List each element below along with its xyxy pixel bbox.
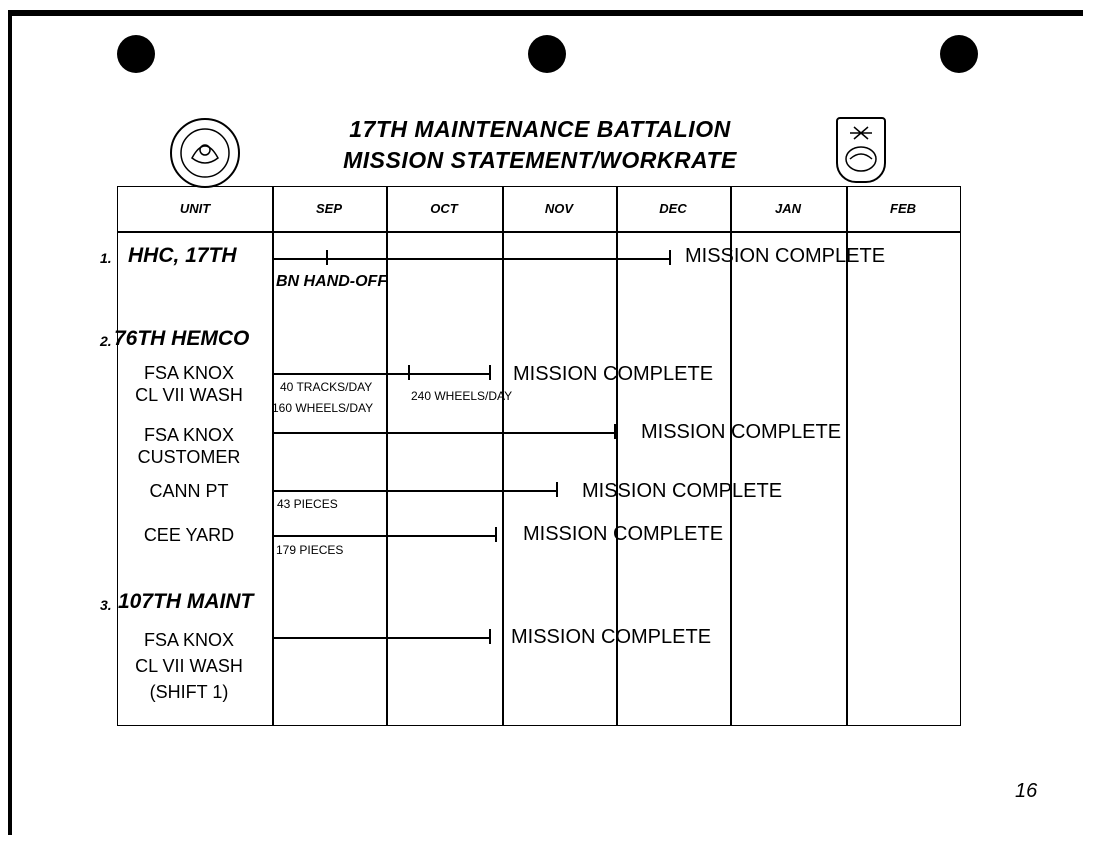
column-divider	[386, 187, 388, 725]
unit-line: CL VII WASH	[135, 656, 243, 676]
section-3-number: 3.	[100, 597, 112, 613]
title-line-1: 17TH MAINTENANCE BATTALION	[349, 116, 731, 142]
unit-fsa-knox-wash-76th	[104, 362, 274, 406]
column-header-jan: JAN	[774, 201, 801, 216]
unit-line: CEE YARD	[143, 525, 235, 545]
unit-fsa-knox-wash-107th	[104, 627, 274, 705]
mission-complete-107th-wash: MISSION COMPLETE	[511, 626, 712, 648]
binder-hole-right	[940, 35, 978, 73]
column-header-nov: NOV	[544, 201, 574, 216]
crest-emblem-icon	[172, 120, 238, 186]
unit-line: CUSTOMER	[137, 447, 241, 467]
unit-seal-right-shield	[836, 117, 886, 183]
timeline-tick	[408, 365, 410, 380]
timeline-bar-fsa-wash	[272, 373, 490, 375]
bn-hand-off-label: BN HAND-OFF	[276, 273, 388, 290]
page-border-top	[8, 10, 1083, 16]
section-1-name: HHC, 17TH	[128, 244, 237, 267]
column-header-sep: SEP	[315, 201, 342, 216]
mission-complete-cann-pt: MISSION COMPLETE	[582, 480, 783, 502]
page-border-left	[8, 10, 12, 835]
title-line-2: MISSION STATEMENT/WORKRATE	[343, 147, 737, 173]
column-header-feb: FEB	[890, 201, 916, 216]
timeline-bar-hhc	[272, 258, 670, 260]
rate-40-tracks: 40 TRACKS/DAY	[280, 380, 373, 394]
timeline-tick	[614, 424, 616, 439]
timeline-tick	[326, 250, 328, 265]
mission-complete-fsa-wash: MISSION COMPLETE	[513, 363, 714, 385]
mission-complete-customer: MISSION COMPLETE	[641, 421, 842, 443]
section-2-number: 2.	[100, 333, 112, 349]
unit-line: FSA KNOX	[143, 363, 235, 383]
mission-complete-hhc: MISSION COMPLETE	[685, 245, 886, 267]
binder-hole-center	[528, 35, 566, 73]
mission-complete-cee-yard: MISSION COMPLETE	[523, 523, 724, 545]
rate-240-wheels: 240 WHEELS/DAY	[411, 389, 513, 403]
timeline-bar-cann-pt	[272, 490, 556, 492]
shield-emblem-icon	[838, 119, 884, 181]
section-2-name: 76TH HEMCO	[114, 327, 250, 350]
timeline-tick	[669, 250, 671, 265]
page-number: 16	[1015, 780, 1038, 802]
timeline-bar-107th-wash	[274, 637, 490, 639]
timeline-tick	[556, 482, 558, 497]
timeline-tick	[489, 629, 491, 644]
unit-cann-pt	[104, 480, 274, 502]
timeline-tick	[495, 527, 497, 542]
column-divider	[502, 187, 504, 725]
rate-160-wheels: 160 WHEELS/DAY	[272, 401, 374, 415]
unit-seal-left-emblem	[170, 118, 240, 188]
column-header-dec: DEC	[659, 201, 687, 216]
unit-line: CANN PT	[149, 481, 229, 501]
rate-179-pieces: 179 PIECES	[276, 543, 344, 557]
header-divider	[118, 231, 960, 233]
unit-line: CL VII WASH	[135, 385, 243, 405]
section-1-number: 1.	[100, 250, 112, 266]
rate-43-pieces: 43 PIECES	[277, 497, 338, 511]
unit-line: FSA KNOX	[143, 425, 235, 445]
unit-cee-yard	[104, 524, 274, 546]
column-header-unit: UNIT	[179, 201, 211, 216]
section-3-name: 107TH MAINT	[118, 590, 254, 613]
timeline-bar-cee-yard	[272, 535, 496, 537]
timeline-tick	[489, 365, 491, 380]
timeline-bar-customer	[272, 432, 614, 434]
binder-hole-left	[117, 35, 155, 73]
unit-line: (SHIFT 1)	[149, 682, 229, 702]
unit-line: FSA KNOX	[143, 630, 235, 650]
column-header-oct: OCT	[430, 201, 458, 216]
unit-fsa-knox-customer	[104, 424, 274, 468]
